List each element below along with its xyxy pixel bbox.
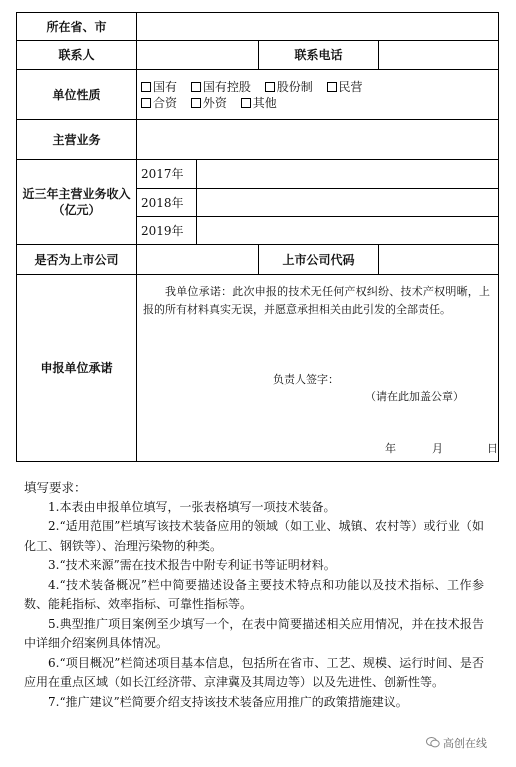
requirement-item: 7.“推广建议”栏简要介绍支持该技术装备应用推广的政策措施建议。 [48,694,408,709]
checkbox-icon[interactable] [141,98,151,108]
option-private[interactable]: 民营 [327,79,363,95]
watermark-text: 高创在线 [443,737,487,750]
seal-note: （请在此加盖公章） [365,390,464,403]
checkbox-icon[interactable] [241,98,251,108]
signature-label: 负责人签字： [273,373,339,386]
nature-options [137,70,499,120]
listed-label: 是否为上市公司 [17,245,137,275]
application-form-table [16,12,499,462]
option-foreign[interactable]: 外资 [191,95,227,111]
province-field[interactable] [137,13,499,41]
requirement-item: 3.“技术来源”需在技术报告中附专利证书等证明材料。 [48,558,336,572]
business-label: 主营业务 [17,120,137,160]
year-2019: 2019年 [137,217,197,245]
date-year: 年 [385,442,396,455]
wechat-icon [426,737,440,748]
revenue-2018-field[interactable] [197,189,499,217]
checkbox-icon[interactable] [141,82,151,92]
requirements-title: 填写要求： [24,480,87,495]
date-line [385,441,498,457]
date-month: 月 [432,442,443,455]
contact-field[interactable] [137,41,259,70]
option-joint-venture[interactable]: 合资 [141,95,177,111]
pledge-cell [137,275,499,462]
requirements-section [24,478,484,712]
province-label: 所在省、市 [17,13,137,41]
requirement-item: 4.“技术装备概况”栏中简要描述设备主要技术特点和功能以及技术指标、工作参数、能耗指标、效率指标、可靠性指标等。 [24,577,484,611]
year-2018: 2018年 [137,189,197,217]
option-state-holding[interactable]: 国有控股 [191,79,251,95]
pledge-label: 申报单位承诺 [17,275,137,462]
phone-field[interactable] [379,41,499,70]
business-field[interactable] [137,120,499,160]
listed-field[interactable] [137,245,259,275]
requirement-item: 5.典型推广项目案例至少填写一个，在表中简要描述相关应用情况，并在技术报告中详细介绍案例具体情况。 [24,616,484,650]
watermark [426,735,487,751]
requirement-item: 6.“项目概况”栏简述项目基本信息，包括所在省市、工艺、规模、运行时间、是否应用在重点区域（如长江经济带、京津冀及其周边等）以及先进性、创新性等。 [24,655,484,689]
year-2017: 2017年 [137,160,197,189]
option-joint-stock[interactable]: 股份制 [265,79,313,95]
revenue-label: 近三年主营业务收入（亿元） [17,160,137,245]
requirement-item: 2.“适用范围”栏填写该技术装备应用的领域（如工业、城镇、农村等）或行业（如化工、钢铁等）、治理污染物的种类。 [24,519,484,553]
revenue-2017-field[interactable] [197,160,499,189]
contact-label: 联系人 [17,41,137,70]
checkbox-icon[interactable] [191,82,201,92]
stock-code-label: 上市公司代码 [259,245,379,275]
requirement-item: 1.本表由申报单位填写，一张表格填写一项技术装备。 [48,499,336,514]
revenue-2019-field[interactable] [197,217,499,245]
checkbox-icon[interactable] [191,98,201,108]
checkbox-icon[interactable] [265,82,275,92]
pledge-text: 我单位承诺：此次申报的技术无任何产权纠纷、技术产权明晰，上报的所有材料真实无误，并愿意承担相关由此引发的全部责任。 [143,285,490,316]
checkbox-icon[interactable] [327,82,337,92]
option-state-owned[interactable]: 国有 [141,79,177,95]
nature-label: 单位性质 [17,70,137,120]
date-day: 日 [487,442,498,455]
stock-code-field[interactable] [379,245,499,275]
option-other[interactable]: 其他 [241,95,277,111]
phone-label: 联系电话 [259,41,379,70]
